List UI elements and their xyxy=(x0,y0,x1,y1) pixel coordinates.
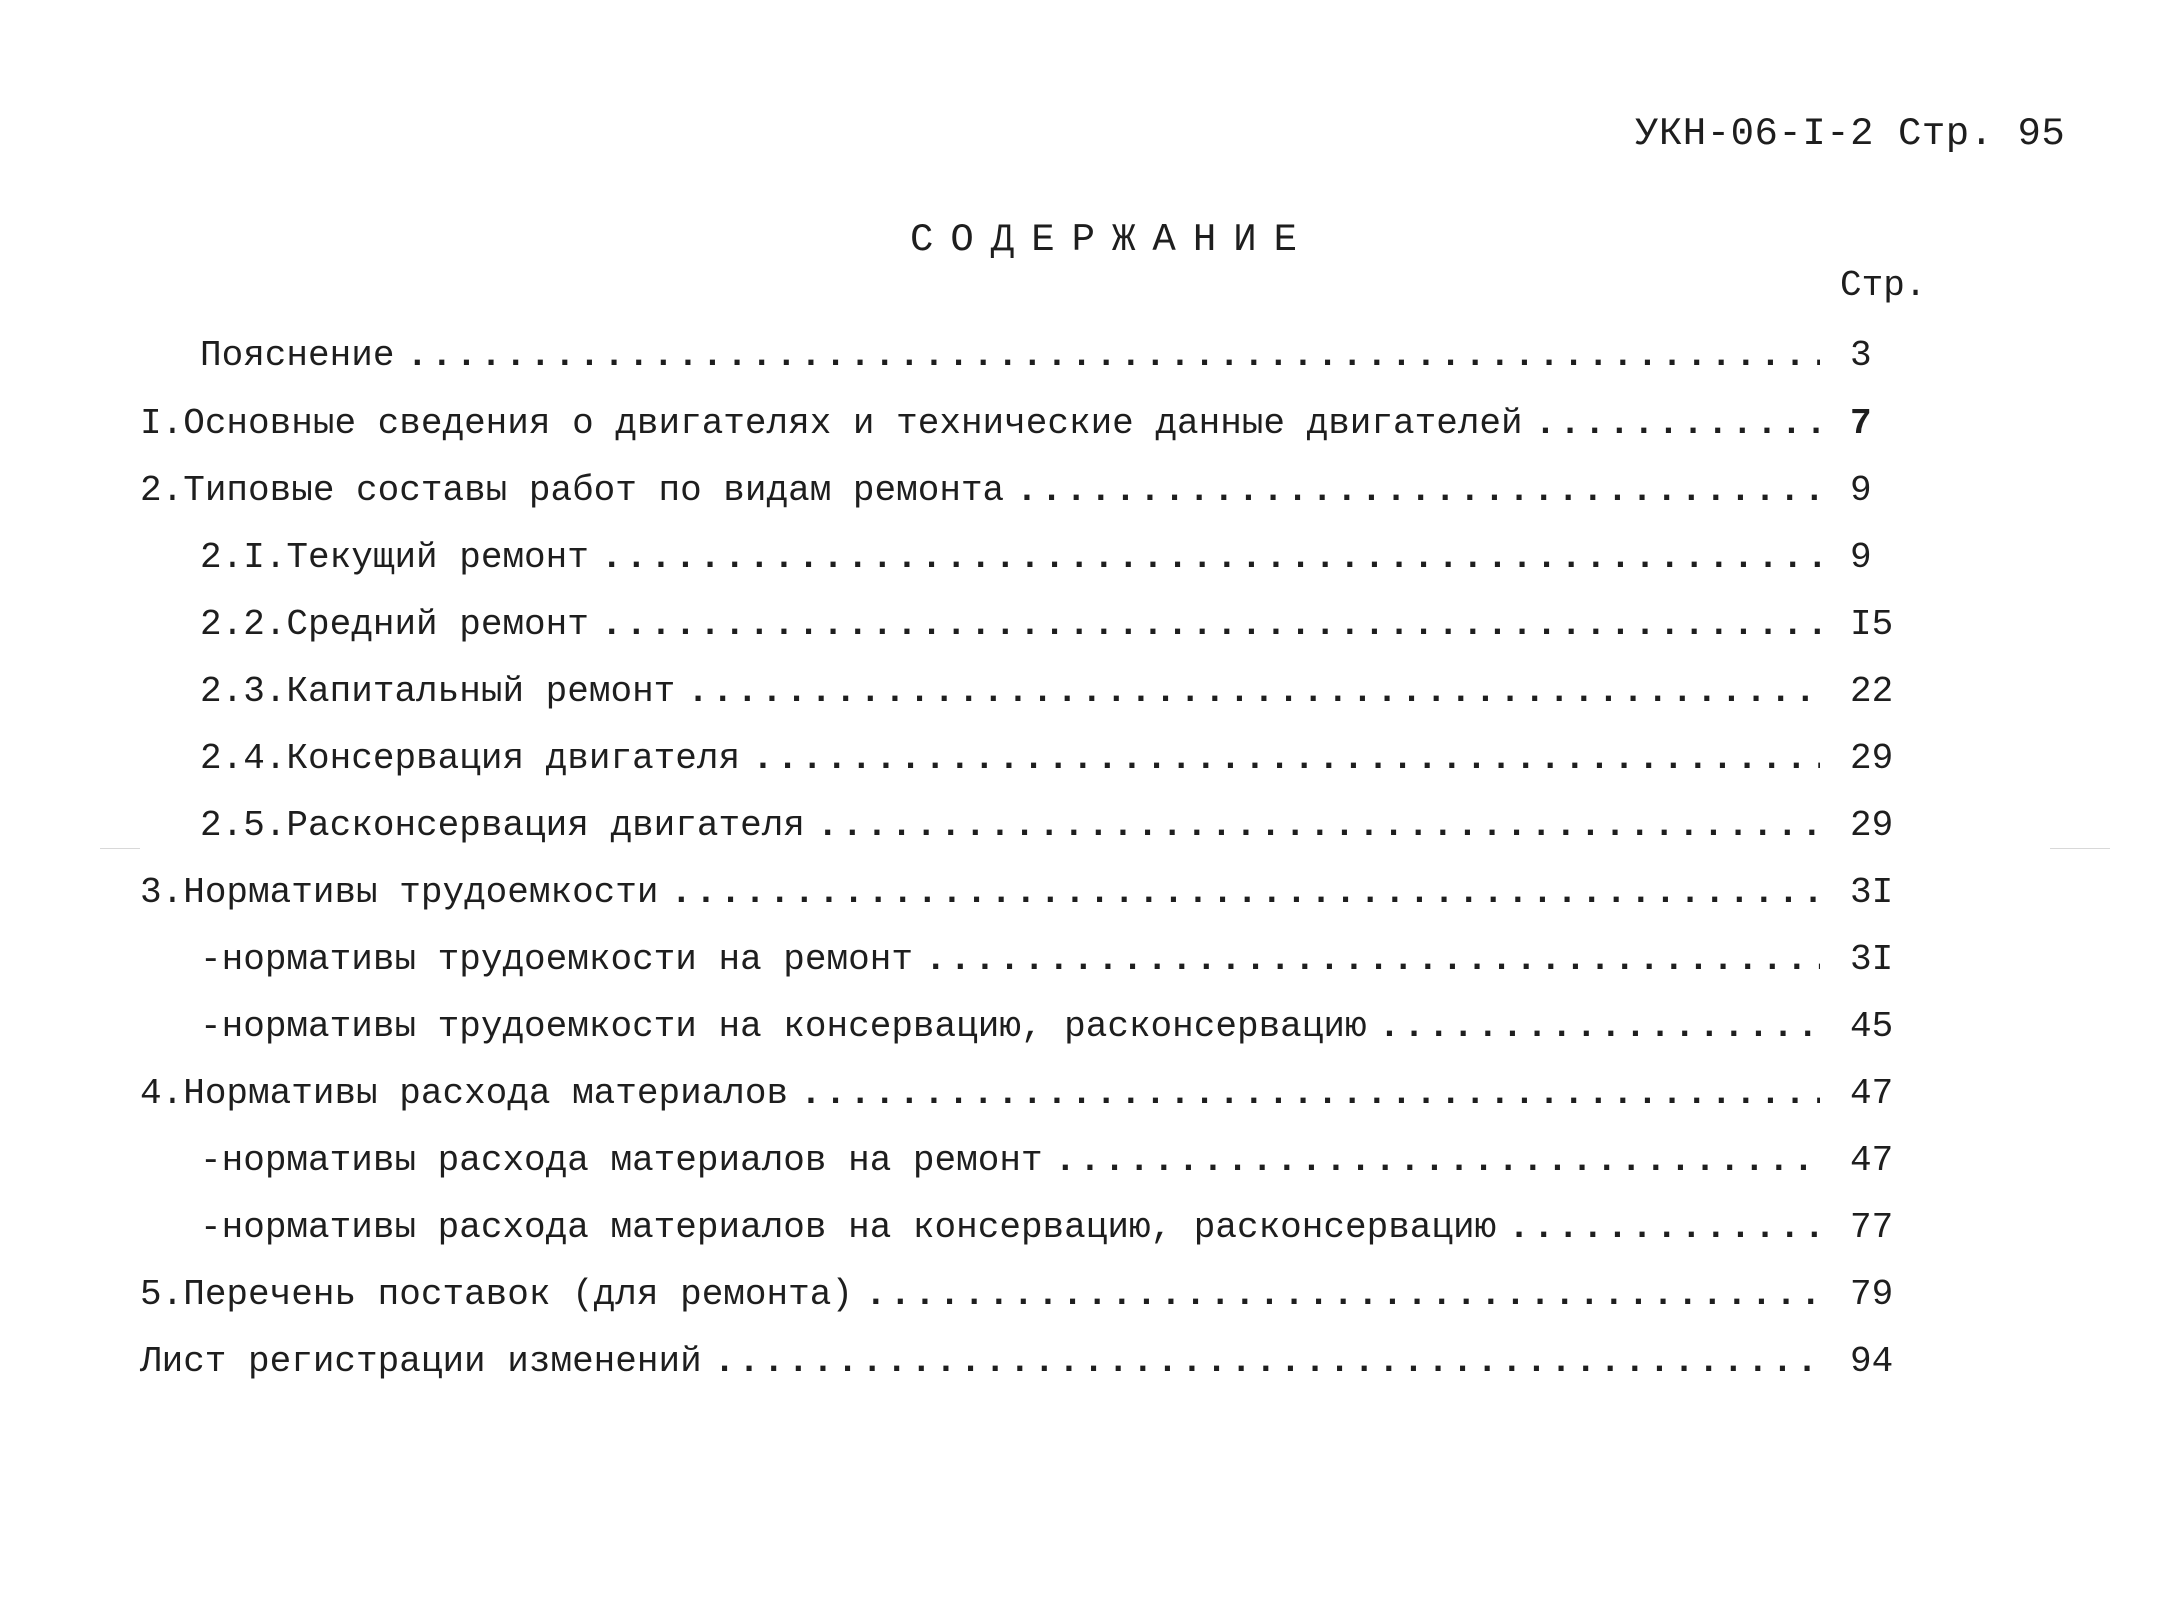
toc-page-number: 3 xyxy=(1850,335,1872,376)
toc-entry-title: Лист регистрации изменений xyxy=(140,1341,702,1382)
toc-entry xyxy=(200,1006,1830,1056)
dot-leader xyxy=(1508,1207,1820,1248)
toc-entry-number: 2.2. xyxy=(200,604,287,645)
toc-entry-dash: - xyxy=(200,1006,222,1047)
toc-entry-dash: - xyxy=(200,939,222,980)
dot-leader xyxy=(601,537,1820,578)
dot-leader xyxy=(687,671,1820,712)
toc-entry xyxy=(200,1140,1830,1190)
toc-page-number: 77 xyxy=(1850,1207,1894,1248)
toc-entry xyxy=(140,403,1830,453)
toc-entry-number: 2. xyxy=(140,470,184,511)
toc-page-number: 3I xyxy=(1850,872,1894,913)
toc-entry-number: 2.5. xyxy=(200,805,287,846)
toc-entry-title: Пояснение xyxy=(200,335,395,376)
toc-entry xyxy=(140,470,1830,520)
toc-entry-title: Нормативы расхода материалов xyxy=(183,1073,789,1114)
toc-entry-title: Основные сведения о двигателях и технические данные двигателей xyxy=(183,403,1523,444)
dot-leader xyxy=(1535,403,1820,444)
toc-entry-title: нормативы расхода материалов на ремонт xyxy=(221,1140,1043,1181)
toc-entry xyxy=(140,1341,1830,1391)
document-code: УКН-06-I-2 Стр. 95 xyxy=(1635,112,2066,156)
toc-entry xyxy=(200,671,1830,721)
toc-entry-dash: - xyxy=(200,1140,222,1181)
toc-entry xyxy=(140,1274,1830,1324)
toc-page-number: 29 xyxy=(1850,805,1894,846)
toc-entry xyxy=(200,939,1830,989)
toc-page-number: 45 xyxy=(1850,1006,1894,1047)
toc-page-number: 3I xyxy=(1850,939,1894,980)
dot-leader xyxy=(406,335,1820,376)
toc-entry-title: Консервация двигателя xyxy=(286,738,741,779)
toc-entry-title: нормативы трудоемкости на ремонт xyxy=(221,939,913,980)
toc-entry-number: I. xyxy=(140,403,184,444)
dot-leader xyxy=(601,604,1820,645)
toc-page-number: 7 xyxy=(1850,403,1872,444)
toc-entry xyxy=(200,537,1830,587)
dot-leader xyxy=(714,1341,1820,1382)
toc-entry xyxy=(140,1073,1830,1123)
toc-entry-number: 2.4. xyxy=(200,738,287,779)
toc-entry-number: 2.3. xyxy=(200,671,287,712)
toc-entry xyxy=(200,1207,1830,1257)
toc-entry-title: Текущий ремонт xyxy=(286,537,589,578)
toc-entry xyxy=(140,872,1830,922)
toc-entry xyxy=(200,738,1830,788)
toc-entry-title: нормативы расхода материалов на консервацию, расконсервацию xyxy=(221,1207,1497,1248)
toc-entry-title: Нормативы трудоемкости xyxy=(183,872,659,913)
dot-leader xyxy=(800,1073,1820,1114)
toc-page-number: 47 xyxy=(1850,1073,1894,1114)
dot-leader xyxy=(817,805,1820,846)
toc-entry-dash: - xyxy=(200,1207,222,1248)
toc-entry-number: 4. xyxy=(140,1073,184,1114)
toc-entry xyxy=(200,604,1830,654)
toc-entry-number: 2.I. xyxy=(200,537,287,578)
toc-page-number: 79 xyxy=(1850,1274,1894,1315)
dot-leader xyxy=(1016,470,1820,511)
toc-entry xyxy=(200,805,1830,855)
toc-page-number: 22 xyxy=(1850,671,1894,712)
toc-entry-title: Средний ремонт xyxy=(286,604,589,645)
toc-entry-number: 3. xyxy=(140,872,184,913)
toc-page-number: 94 xyxy=(1850,1341,1894,1382)
dot-leader xyxy=(1055,1140,1820,1181)
toc-entry-title: Перечень поставок (для ремонта) xyxy=(183,1274,853,1315)
page-column-header: Стр. xyxy=(1840,265,1927,306)
toc-page-number: 9 xyxy=(1850,470,1872,511)
page-title: СОДЕРЖАНИЕ xyxy=(910,218,1315,262)
dot-leader xyxy=(865,1274,1820,1315)
dot-leader xyxy=(752,738,1820,779)
toc-entry-title: нормативы трудоемкости на консервацию, расконсервацию xyxy=(221,1006,1367,1047)
dot-leader xyxy=(671,872,1821,913)
toc-entry-number: 5. xyxy=(140,1274,184,1315)
toc-entry-title: Капитальный ремонт xyxy=(286,671,676,712)
toc-entry-title: Расконсервация двигателя xyxy=(286,805,805,846)
dot-leader xyxy=(925,939,1820,980)
toc-entry xyxy=(200,335,1830,385)
toc-page-number: 9 xyxy=(1850,537,1872,578)
dot-leader xyxy=(1379,1006,1820,1047)
toc-page-number: 29 xyxy=(1850,738,1894,779)
toc-entry-title: Типовые составы работ по видам ремонта xyxy=(183,470,1005,511)
toc-page-number: I5 xyxy=(1850,604,1894,645)
toc-page-number: 47 xyxy=(1850,1140,1894,1181)
